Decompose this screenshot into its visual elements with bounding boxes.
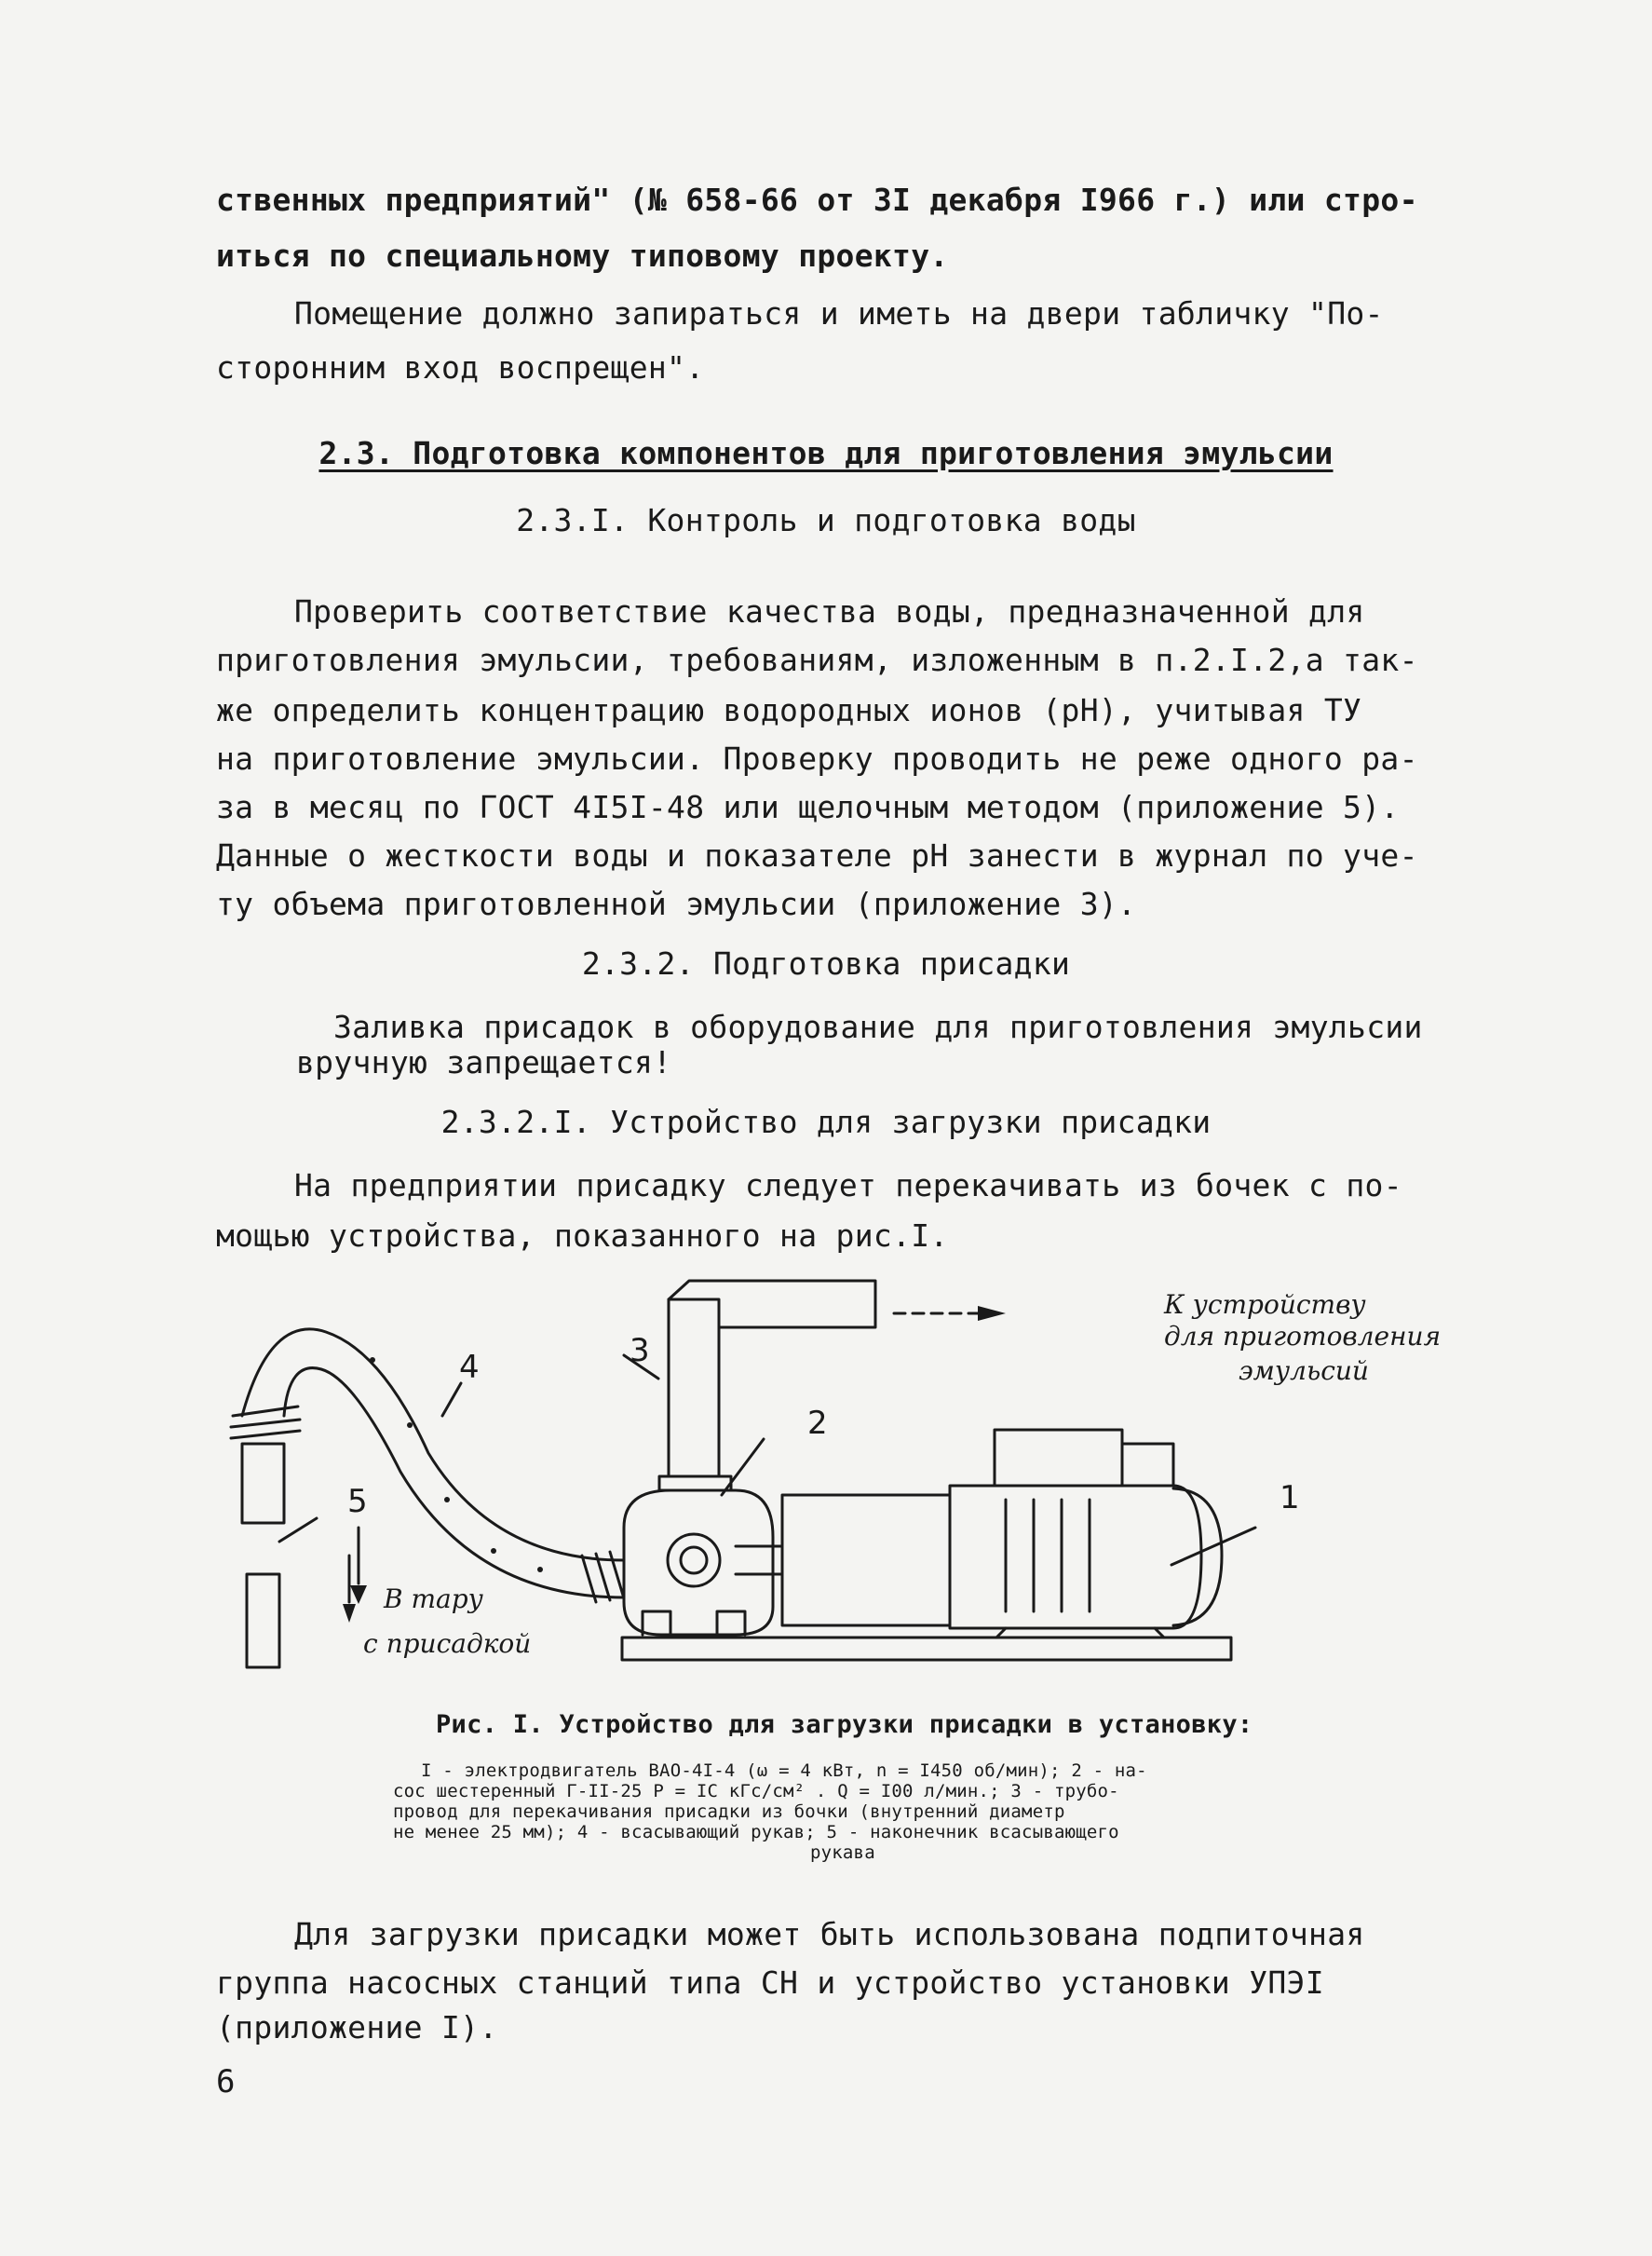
discharge-pipe-elbow: [669, 1281, 875, 1327]
closing-line-3: (приложение I).: [216, 2009, 498, 2045]
figure-legend-3: провод для перекачивания присадки из бочки (внутренний диаметр: [393, 1801, 1065, 1822]
label-to-device-3: эмульсий: [1239, 1355, 1369, 1386]
container-arrow-head: [343, 1604, 356, 1623]
coupling-shaft: [736, 1546, 782, 1574]
figure-caption: Рис. I. Устройство для загрузки присадки в установку:: [436, 1710, 1253, 1739]
section-2-3-2-1-title: 2.3.2.I. Устройство для загрузки присадки: [440, 1104, 1212, 1140]
water-line-5: за в месяц по ГОСТ 4I5I-48 или щелочным методом (приложение 5).: [216, 789, 1400, 825]
label-to-device-2: для приготовления: [1164, 1321, 1442, 1352]
callout-5: 5: [347, 1483, 368, 1520]
closing-line-1: Для загрузки присадки может быть использована подпиточная: [294, 1916, 1365, 1952]
motor-top-box: [995, 1430, 1122, 1486]
hose-dot: [407, 1422, 413, 1428]
discharge-flange: [659, 1476, 731, 1490]
hose-dot: [491, 1548, 496, 1554]
suction-tip-lower: [247, 1574, 279, 1667]
leader-4: [442, 1383, 461, 1416]
motor-body: [950, 1486, 1201, 1628]
callout-3: 3: [630, 1332, 650, 1369]
water-line-1: Проверить соответствие качества воды, предназначенной для: [294, 593, 1365, 630]
section-2-3-1-title: 2.3.I. Контроль и подготовка воды: [516, 502, 1136, 538]
label-container-2: с присадкой: [363, 1628, 532, 1659]
hose-dot: [370, 1357, 375, 1363]
section-2-3-title: 2.3. Подготовка компонентов для приготовления эмульсии: [318, 435, 1334, 471]
discharge-pipe-vertical: [669, 1299, 719, 1476]
pump-body: [624, 1490, 773, 1635]
intro-line-2: иться по специальному типовому проекту.: [216, 238, 949, 274]
leader-1: [1171, 1528, 1255, 1565]
hose-outer: [284, 1368, 624, 1597]
motor-cooling-guard: [1122, 1444, 1173, 1486]
figure-legend-2: сос шестеренный Г-II-25 P = IC кГс/см² . Q = I00 л/мин.; 3 - трубо-: [393, 1781, 1119, 1801]
coupling: [782, 1495, 950, 1625]
hose-dot: [537, 1567, 543, 1572]
hose-end-coil: [231, 1407, 300, 1438]
container-arrow-head-2: [350, 1585, 367, 1604]
page-number: 6: [216, 2063, 236, 2100]
closing-line-2: группа насосных станций типа СН и устройство установки УПЭI: [216, 1964, 1324, 2001]
water-line-7: ту объема приготовленной эмульсии (приложение 3).: [216, 886, 1137, 922]
figure-legend-1: I - электродвигатель ВАО-4I-4 (ω = 4 кВт, n = I450 об/мин); 2 - на-: [421, 1760, 1147, 1781]
intro-line-1: ственных предприятий" (№ 658-66 от 3I декабря I966 г.) или стро-: [216, 182, 1418, 218]
room-line-1: Помещение должно запираться и иметь на двери табличку "По-: [294, 295, 1384, 332]
callout-4: 4: [459, 1349, 480, 1386]
water-line-2: приготовления эмульсии, требованиям, изложенным в п.2.I.2,а так-: [216, 642, 1418, 678]
water-line-3: же определить концентрацию водородных ионов (pH), учитывая ТУ: [216, 692, 1362, 728]
motor-fins: [1006, 1500, 1090, 1611]
pump-feet: [643, 1611, 745, 1635]
figure-legend-5: рукава: [810, 1842, 875, 1863]
hose-dot: [444, 1497, 450, 1502]
figure-legend-4: не менее 25 мм); 4 - всасывающий рукав; 5 - наконечник всасывающего: [393, 1822, 1119, 1842]
warning-line-1: Заливка присадок в оборудование для приготовления эмульсии: [333, 1009, 1423, 1045]
leader-2: [722, 1439, 764, 1495]
device-line-2: мощью устройства, показанного на рис.I.: [216, 1217, 949, 1254]
water-line-4: на приготовление эмульсии. Проверку проводить не реже одного ра-: [216, 741, 1418, 777]
label-container-1: В тару: [384, 1583, 483, 1614]
callout-1: 1: [1280, 1479, 1300, 1516]
hose-inner: [242, 1329, 624, 1560]
callout-2: 2: [807, 1405, 828, 1442]
pump-port: [668, 1534, 720, 1586]
pump-port-inner: [681, 1547, 707, 1573]
room-line-2: сторонним вход воспрещен".: [216, 349, 705, 386]
section-2-3-2-title: 2.3.2. Подготовка присадки: [581, 945, 1071, 982]
label-to-device-1: К устройству: [1164, 1289, 1366, 1320]
warning-line-2: вручную запрещается!: [296, 1044, 672, 1080]
flow-arrow-head: [978, 1306, 1006, 1321]
suction-tip: [242, 1444, 284, 1523]
water-line-6: Данные о жесткости воды и показателе pH занести в журнал по уче-: [216, 837, 1418, 874]
base-plate: [622, 1638, 1231, 1660]
device-line-1: На предприятии присадку следует перекачивать из бочек с по-: [294, 1167, 1402, 1203]
